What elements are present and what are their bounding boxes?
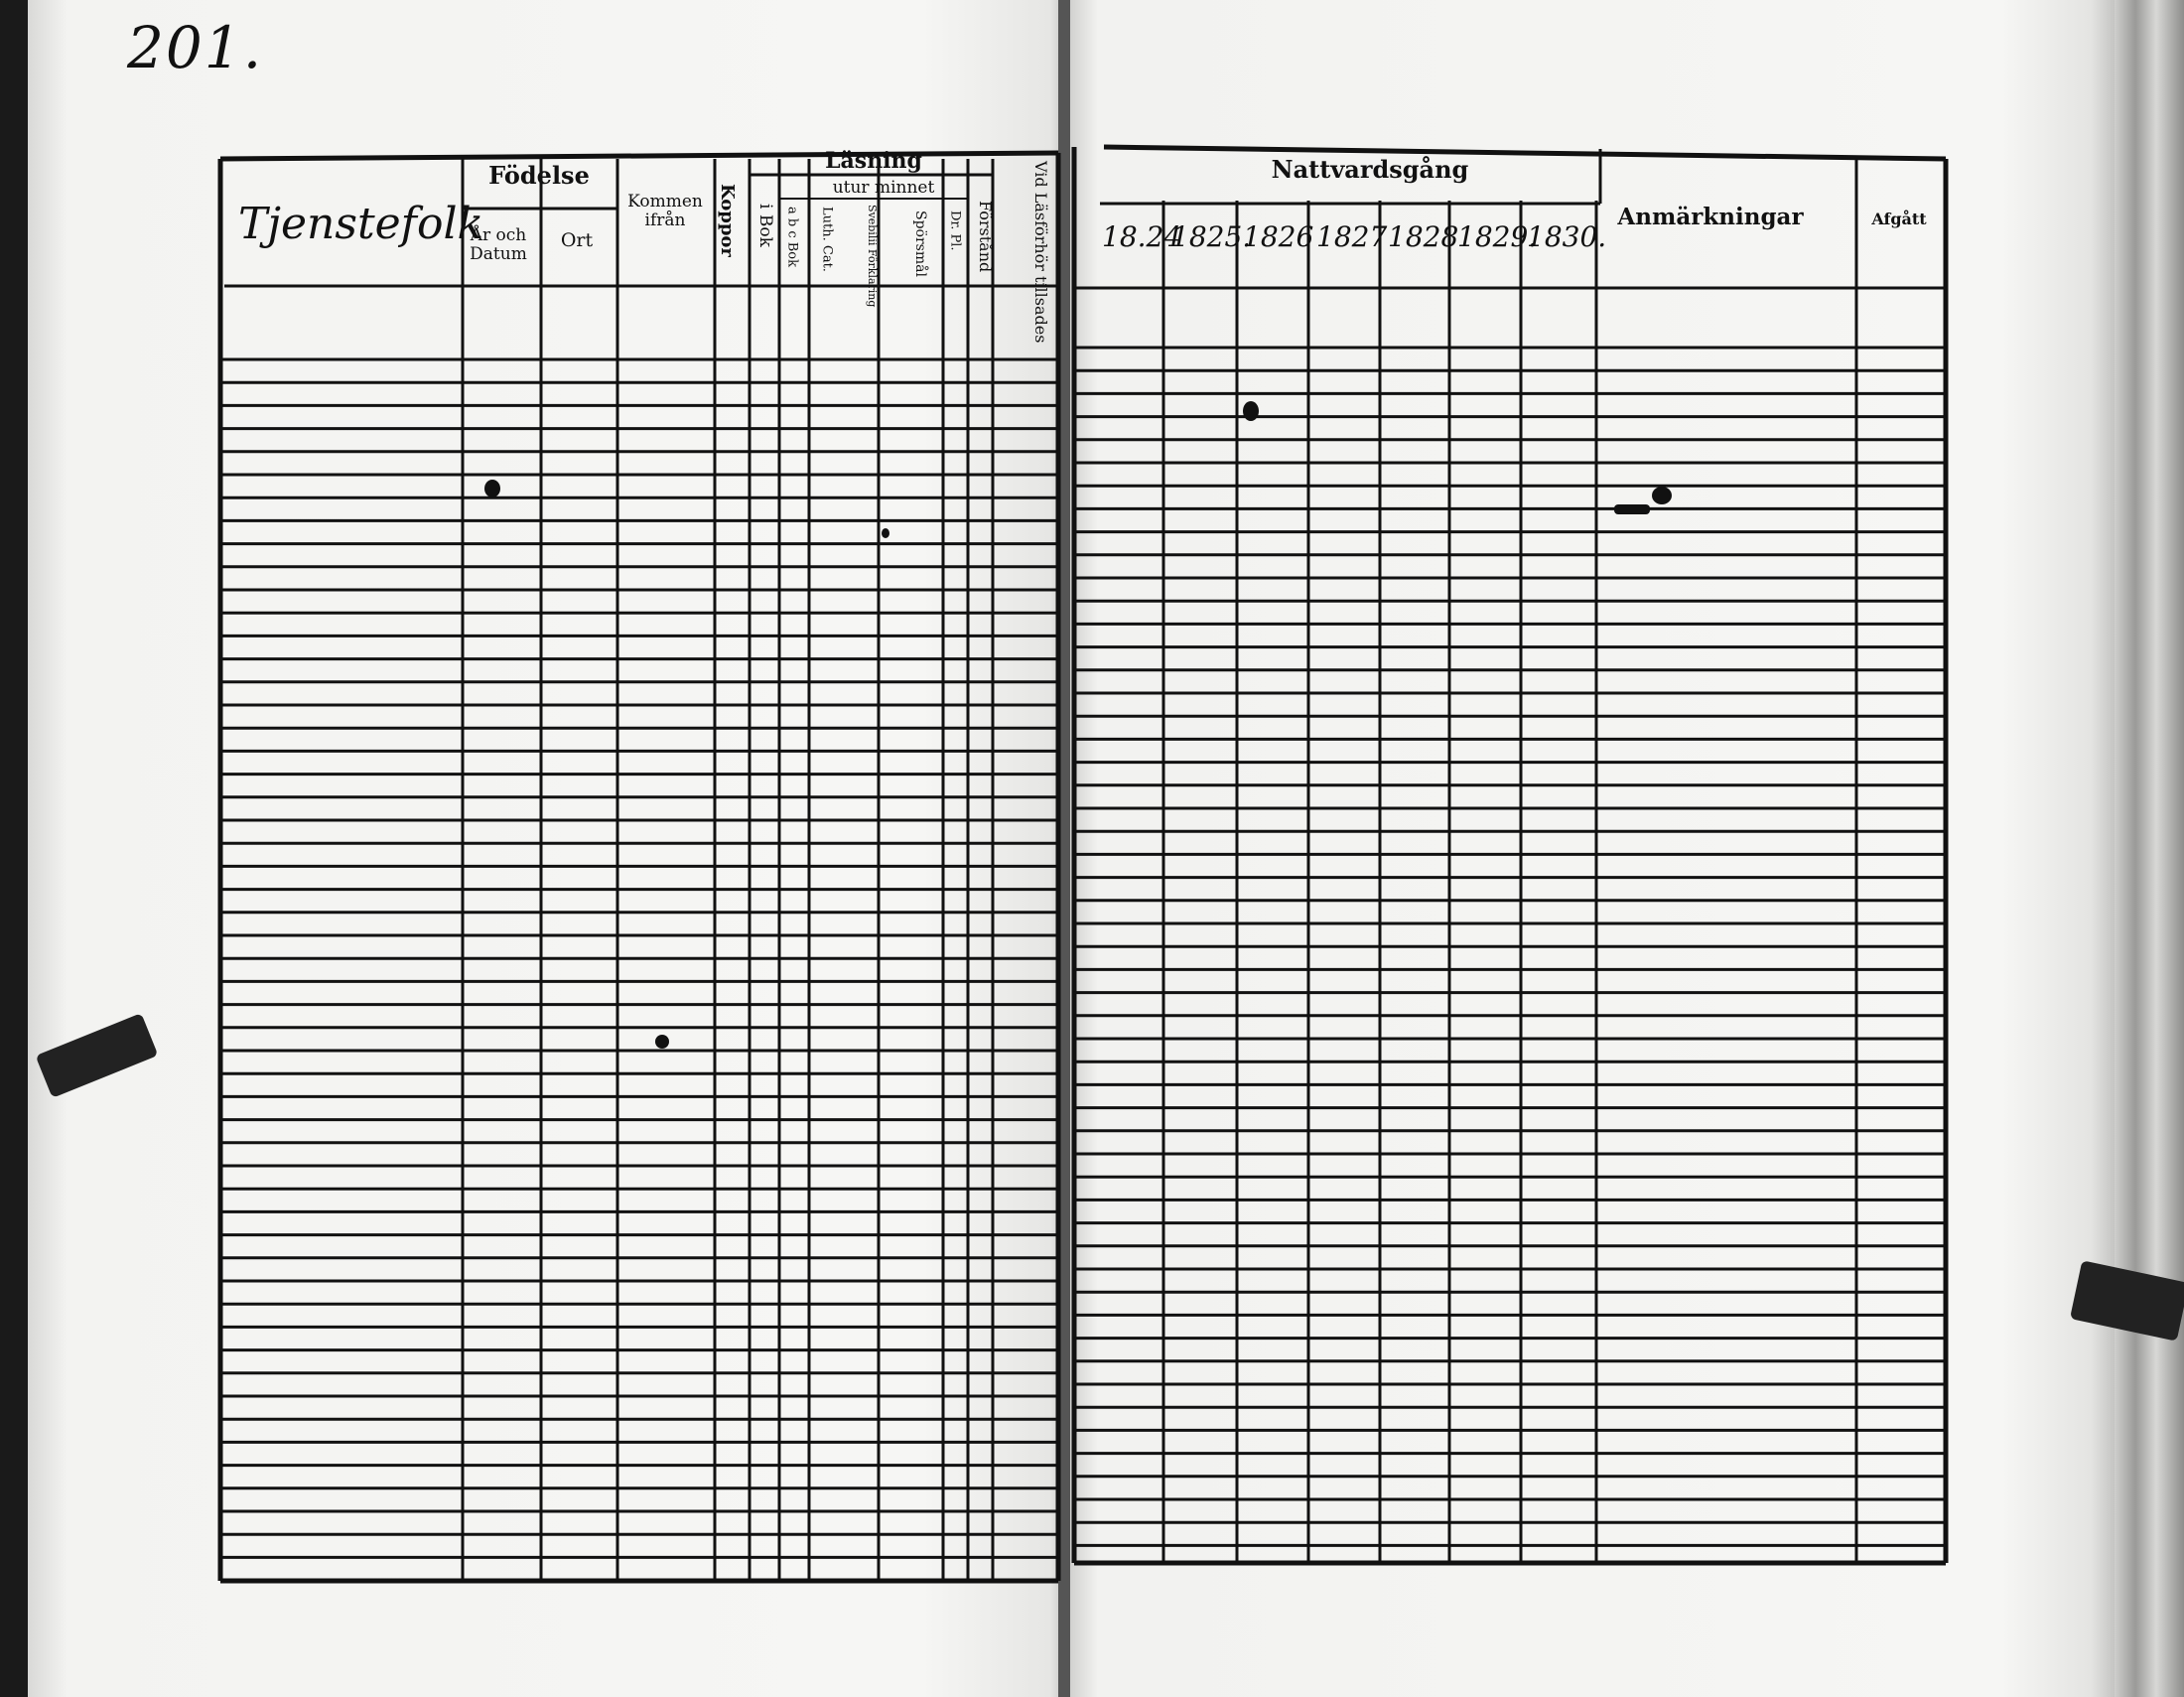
year-1828: 1828 xyxy=(1388,220,1459,253)
header-i-bok: i Bok xyxy=(755,204,775,247)
year-1824: 18.24 xyxy=(1102,220,1182,253)
header-koppor: Koppor xyxy=(717,184,738,257)
header-fodelse: Födelse xyxy=(488,161,590,190)
ink-blot xyxy=(882,528,889,538)
header-forstand: Förstånd xyxy=(976,201,995,273)
right-page-grid xyxy=(1074,147,1946,1563)
ink-blot xyxy=(1652,487,1672,504)
header-abc-bok: a b c Bok xyxy=(784,207,800,268)
header-dr-pl: Dr. Pl. xyxy=(947,211,963,251)
header-anmarkningar: Anmärkningar xyxy=(1617,204,1804,230)
header-lasning: Läsning xyxy=(825,148,922,174)
header-sporsmal: Spörsmål xyxy=(912,211,928,277)
header-afgatt: Afgått xyxy=(1871,210,1927,228)
ink-blot xyxy=(1614,504,1650,514)
header-utur-minnet: utur minnet xyxy=(832,178,935,198)
header-nattvardsgang: Nattvardsgång xyxy=(1271,155,1469,184)
header-tjenstefolk: Tjenstefolk xyxy=(238,199,484,249)
year-1826: 1826 xyxy=(1243,220,1314,253)
header-vid-lasforhor: Vid Läsförhör tillsades xyxy=(1031,161,1050,344)
header-ar-och-datum: År och Datum xyxy=(470,225,527,264)
header-ort: Ort xyxy=(560,229,594,251)
year-1829: 1829. xyxy=(1457,220,1538,253)
year-1825: 1825. xyxy=(1171,220,1252,253)
year-1827: 1827 xyxy=(1316,220,1388,253)
left-page-grid xyxy=(220,153,1058,1581)
header-svebilii-forklaring: Svebilii Förklaring xyxy=(866,205,879,308)
year-1830: 1830. xyxy=(1527,220,1607,253)
page-number: 201. xyxy=(127,14,264,81)
ink-blot xyxy=(484,480,500,497)
header-kommen-ifran: Kommen ifrån xyxy=(627,192,703,230)
header-luth-cat: Luth. Cat. xyxy=(819,207,835,272)
ink-blot xyxy=(1243,401,1259,421)
ink-blot xyxy=(655,1035,669,1049)
